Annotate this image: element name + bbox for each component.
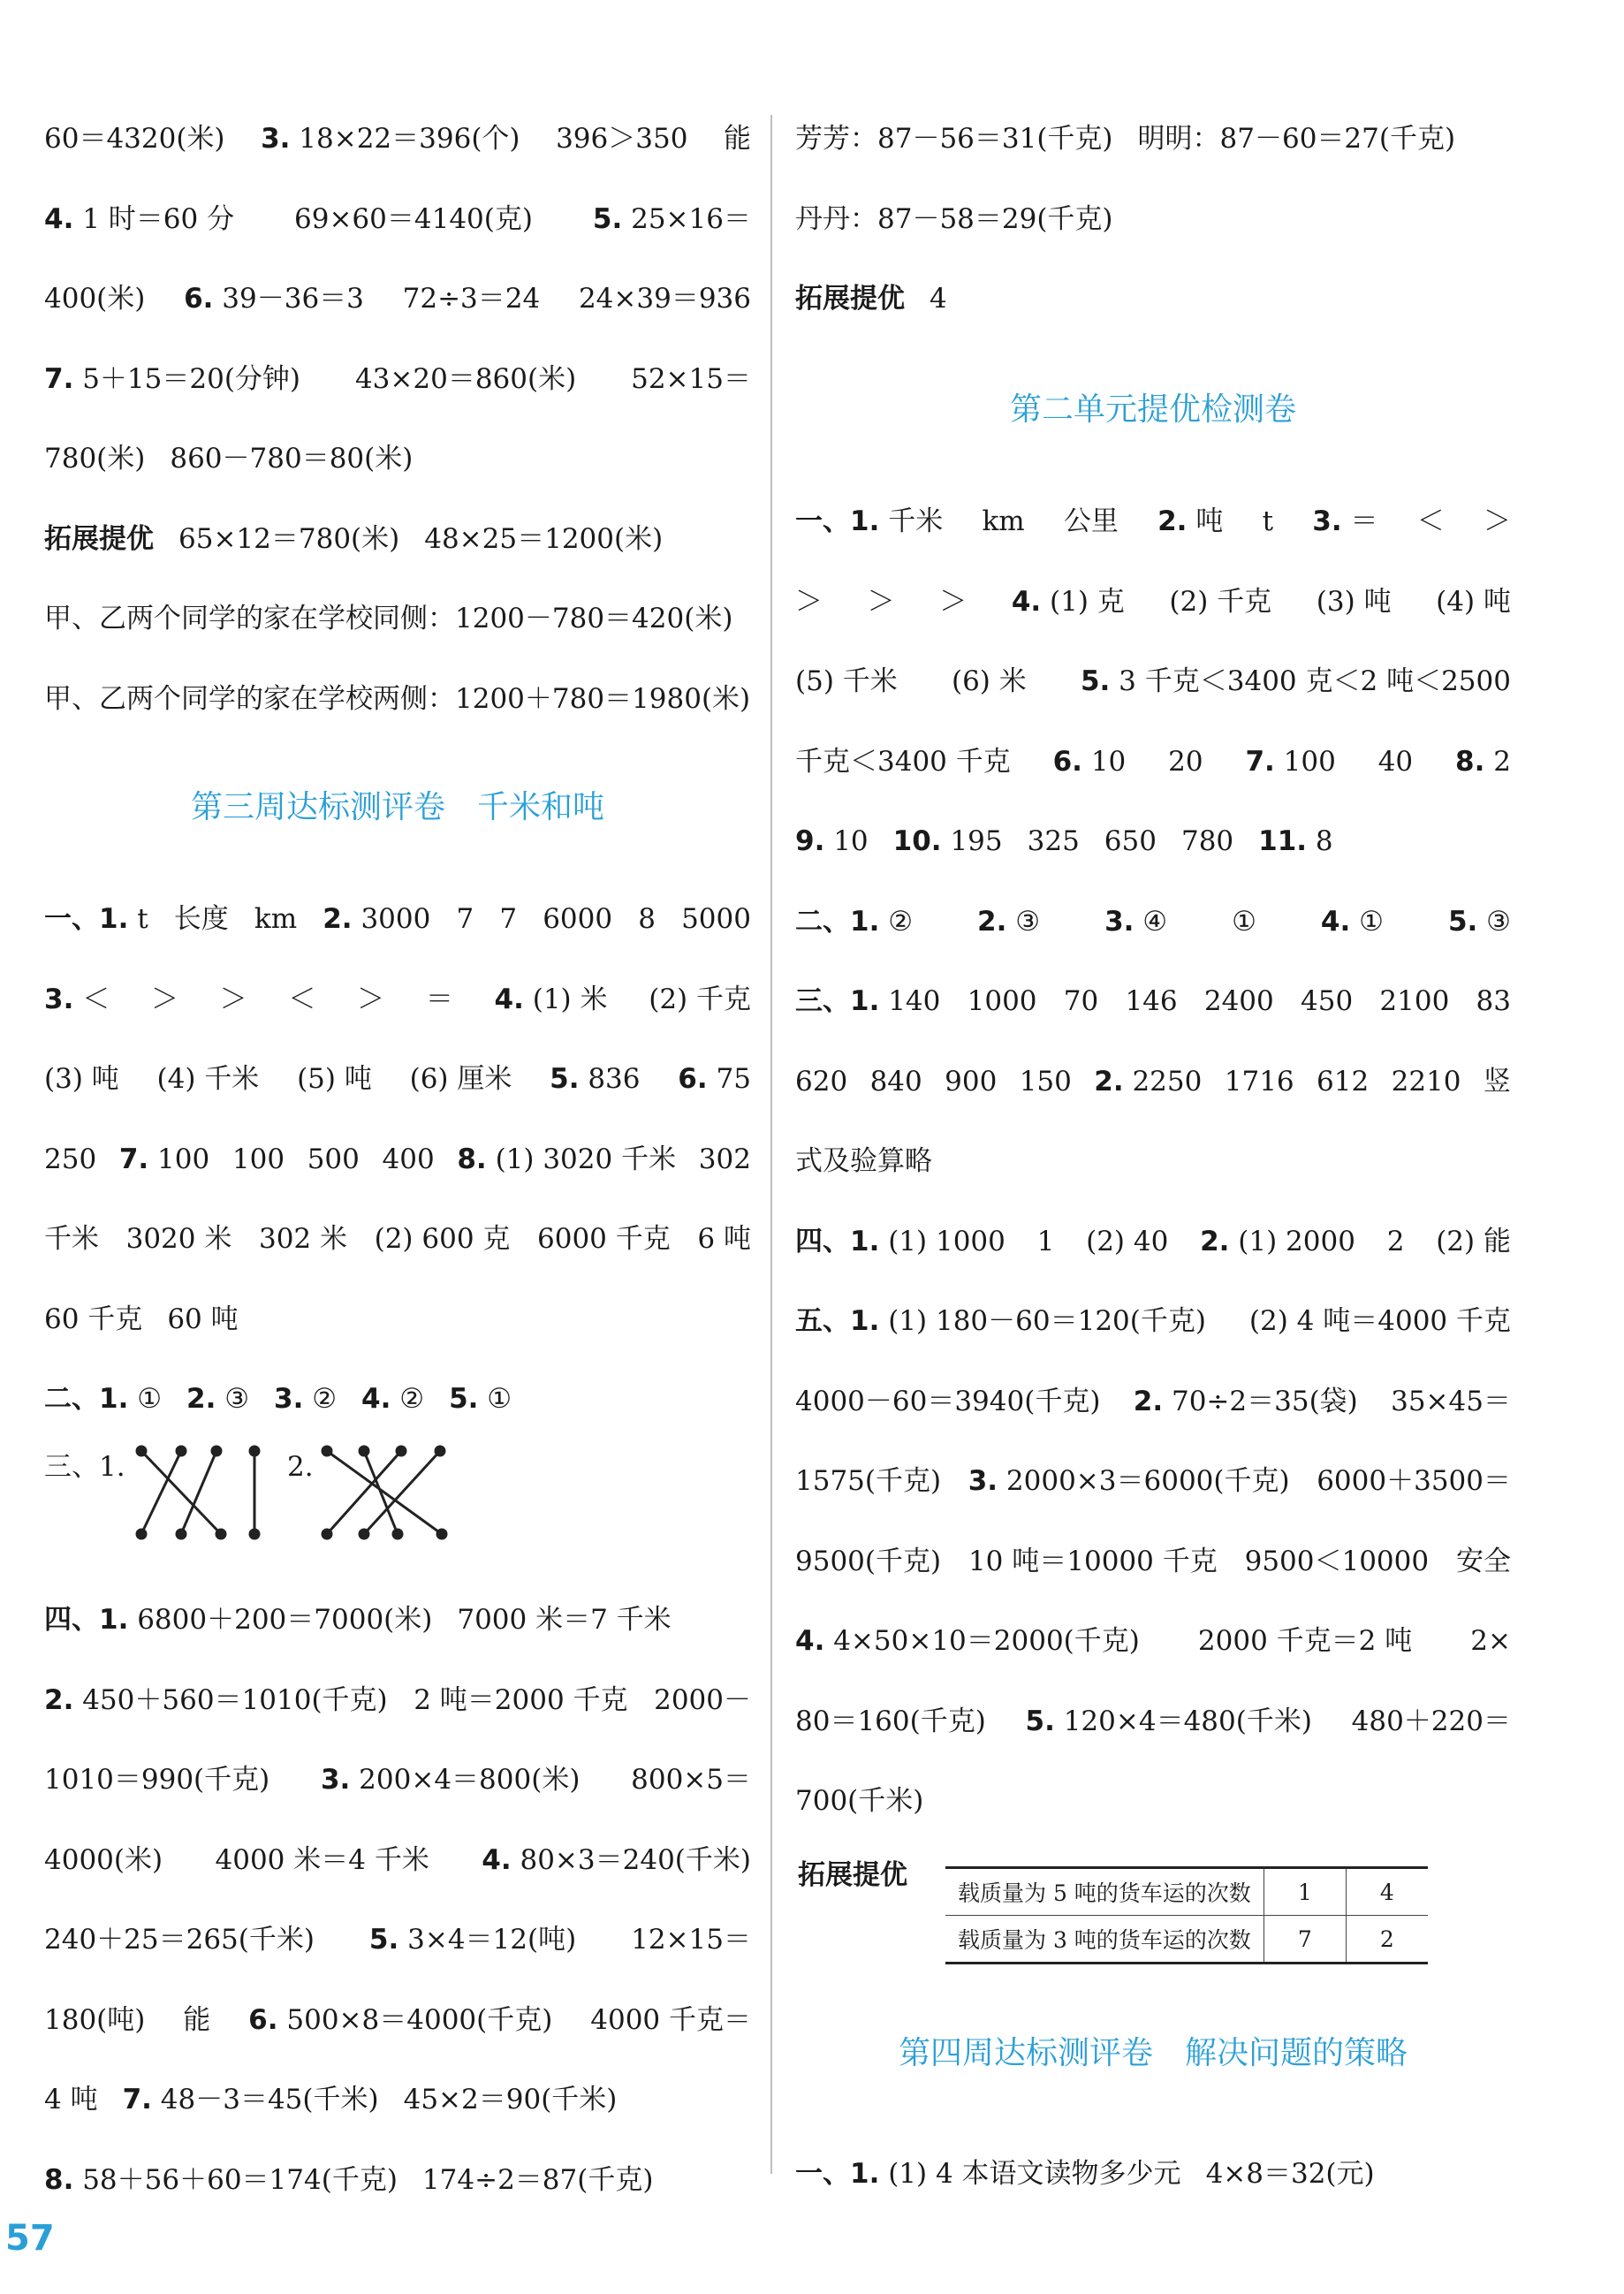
answer-segment: 丹丹：87－58＝29(千克) <box>795 202 1113 235</box>
answer-line <box>795 2156 1375 2191</box>
answer-line <box>44 1602 672 1637</box>
answer-segment: 35×45＝ <box>1391 1385 1511 1417</box>
answer-segment: 2. 450＋560＝1010(千克) <box>44 1683 388 1716</box>
answer-segment: 2000－ <box>654 1683 751 1716</box>
answer-segment: 2 吨＝2000 千克 <box>414 1683 628 1716</box>
answer-line <box>44 2162 653 2198</box>
answer-segment: 8. 58＋56＋60＝174(千克) <box>44 2163 398 2196</box>
answer-segment: 安全 <box>1455 1545 1511 1577</box>
answer-segment: 4000(米) <box>44 1843 163 1876</box>
answer-segment: 甲、乙两个同学的家在学校两侧：1200＋780＝1980(米) <box>44 682 751 715</box>
answer-line <box>44 681 751 717</box>
answer-segment: ＜ <box>288 983 316 1015</box>
answer-segment: 2400 <box>1203 985 1274 1017</box>
answer-segment: 2. ③ <box>186 1383 250 1415</box>
answer-segment: 5. 3 千克＜3400 克＜2 吨＜2500 <box>1080 665 1511 697</box>
table-cell: 1 <box>1264 1868 1346 1916</box>
answer-segment: 900 <box>945 1065 998 1098</box>
answer-segment: 式及验算略 <box>795 1145 932 1177</box>
answer-segment: 396＞350 <box>556 123 688 155</box>
answer-line <box>795 1463 1511 1499</box>
answer-segment: 650 <box>1104 825 1157 857</box>
answer-segment: 60 千克 <box>44 1303 143 1335</box>
answer-line <box>44 521 663 557</box>
answer-segment: ＞ <box>219 983 247 1015</box>
answer-segment: 6000＋3500＝ <box>1317 1465 1511 1497</box>
answer-segment: 4000－60＝3940(千克) <box>795 1385 1101 1417</box>
answer-segment: 4×8＝32(元) <box>1205 2158 1375 2190</box>
answer-segment: 612 <box>1317 1065 1370 1098</box>
answer-segment: 72÷3＝24 <box>402 283 541 315</box>
answer-segment: 860－780＝80(米) <box>170 443 414 475</box>
answer-segment: (4) 千米 <box>156 1063 260 1095</box>
section-title-week3: 第三周达标测评卷 千米和吨 <box>190 789 604 825</box>
answer-segment: 11. 8 <box>1258 825 1333 857</box>
answer-segment: 43×20＝860(米) <box>354 362 577 395</box>
answer-line <box>795 1303 1511 1339</box>
answer-segment: ＝ <box>425 983 453 1015</box>
answer-segment: 5000 <box>681 903 751 935</box>
answer-segment: 800×5＝ <box>631 1764 751 1796</box>
answer-segment: 4. (1) 米 <box>494 983 608 1015</box>
answer-segment: (6) 米 <box>951 665 1027 697</box>
answer-segment: 5. 3×4＝12(吨) <box>368 1924 577 1956</box>
answer-segment: 150 <box>1019 1065 1072 1098</box>
table-cell: 2 <box>1346 1916 1428 1964</box>
answer-line <box>795 1064 1511 1099</box>
answer-segment: 1 <box>1036 1225 1055 1257</box>
answer-segment: 60＝4320(米) <box>44 123 225 155</box>
answer-line <box>44 982 751 1017</box>
answer-segment: 620 <box>795 1065 848 1098</box>
answer-segment: (5) 千米 <box>795 665 898 697</box>
section-title-unit2: 第二单元提优检测卷 <box>1009 391 1296 428</box>
answer-line <box>795 744 1511 779</box>
answer-segment: 70 <box>1063 985 1099 1017</box>
answer-segment: 480＋220＝ <box>1351 1705 1511 1737</box>
answer-segment: 6. 39－36＝3 <box>184 283 364 315</box>
answer-line <box>795 984 1511 1019</box>
answer-segment: 20 <box>1168 745 1203 778</box>
answer-segment: 四、1. 6800＋200＝7000(米) <box>44 1604 433 1636</box>
answer-segment: (2) 千克 <box>649 983 751 1015</box>
answer-segment: ＞ <box>1483 505 1511 537</box>
answer-line <box>44 1381 512 1417</box>
answer-segment: 2. 3000 <box>323 903 431 935</box>
answer-segment: 四、1. (1) 1000 <box>795 1225 1006 1257</box>
answer-line <box>44 1221 751 1257</box>
answer-line <box>795 281 947 316</box>
answer-line <box>795 1143 932 1179</box>
table-cell: 载质量为 5 吨的货车运的次数 <box>945 1868 1264 1916</box>
extension-label: 拓展提优 <box>798 1859 907 1891</box>
answer-segment: 180(吨) <box>44 2003 146 2036</box>
answer-segment: 二、1. ① <box>44 1383 163 1415</box>
answer-segment: 83 <box>1476 985 1511 1017</box>
answer-segment: 780 <box>1180 825 1234 857</box>
answer-segment: 7. 100 <box>118 1143 210 1175</box>
answer-segment: 一、1. t <box>44 903 148 935</box>
answer-segment: 1000 <box>967 985 1037 1017</box>
answer-segment: 9. 10 <box>795 825 869 857</box>
answer-segment: 250 <box>44 1143 97 1175</box>
answer-segment: 2. (1) 2000 <box>1200 1225 1355 1257</box>
answer-line <box>795 121 1455 156</box>
answer-segment: 6. 500×8＝4000(千克) <box>248 2003 553 2036</box>
answer-line <box>795 584 1511 619</box>
answer-line <box>44 121 751 156</box>
answer-segment: 千克＜3400 千克 <box>795 745 1011 778</box>
answer-line <box>44 201 751 237</box>
answer-segment: 公里 <box>1063 505 1119 537</box>
answer-line <box>44 2002 751 2038</box>
answer-segment: 69×60＝4140(克) <box>294 202 533 235</box>
section-title-week4: 第四周达标测评卷 解决问题的策略 <box>898 2035 1408 2071</box>
answer-segment: 4. ① <box>1320 905 1384 938</box>
answer-segment: 700(千米) <box>795 1785 924 1817</box>
answer-segment: 三、1. 140 <box>795 985 941 1017</box>
answer-segment: 500 <box>307 1143 360 1175</box>
matching-diagram <box>124 1440 459 1546</box>
answer-segment: 5. 120×4＝480(千米) <box>1025 1705 1312 1737</box>
answer-segment: 2× <box>1470 1625 1511 1657</box>
answer-line <box>795 664 1511 699</box>
answer-segment: 2. 2250 <box>1094 1065 1203 1098</box>
table-cell: 4 <box>1346 1868 1428 1916</box>
answer-segment: 拓展提优 <box>795 283 905 315</box>
answer-line <box>44 1683 751 1718</box>
answer-line <box>795 1704 1511 1739</box>
answer-segment: 竖 <box>1483 1065 1511 1098</box>
answer-segment: 3. 18×22＝396(个) <box>261 123 520 155</box>
answer-segment: 4 吨 <box>44 2084 98 2115</box>
answer-segment: 100 <box>231 1143 285 1175</box>
answer-segment: 一、1. (1) 4 本语文读物多少元 <box>795 2158 1181 2190</box>
answer-segment: 48×25＝1200(米) <box>424 522 664 555</box>
answer-segment: 7. 5＋15＝20(分钟) <box>44 362 301 395</box>
answer-segment: 3. 200×4＝800(米) <box>320 1764 581 1796</box>
answer-segment: 4. ② <box>361 1383 425 1415</box>
matching-label-1: 三、1. <box>44 1451 125 1483</box>
table-cell: 载质量为 3 吨的货车运的次数 <box>945 1916 1264 1964</box>
answer-line <box>795 1623 1511 1659</box>
answer-segment: (2) 能 <box>1436 1225 1511 1257</box>
answer-segment: 4000 千克＝ <box>590 2003 751 2036</box>
answer-line <box>44 1842 751 1878</box>
answer-line <box>44 1061 751 1097</box>
matching-label-2: 2. <box>287 1451 314 1483</box>
answer-segment: 7 <box>499 903 518 935</box>
answer-segment: (6) 厘米 <box>409 1063 512 1095</box>
answer-segment: 1010＝990(千克) <box>44 1764 270 1796</box>
answer-segment: (5) 吨 <box>297 1063 372 1095</box>
answer-segment: 6. 75 <box>678 1063 751 1095</box>
answer-segment: 4 <box>930 283 947 315</box>
answer-segment: ＞ <box>357 983 385 1015</box>
answer-segment: 6000 千克 <box>537 1223 671 1255</box>
answer-segment: 3. ② <box>274 1383 338 1415</box>
answer-segment: 4. (1) 克 <box>1011 585 1125 618</box>
answer-segment: 1716 <box>1224 1065 1294 1098</box>
answer-segment: 174÷2＝87(千克) <box>421 2163 654 2196</box>
answer-segment: 325 <box>1027 825 1080 857</box>
answer-segment: 6. 10 <box>1052 745 1127 778</box>
answer-segment: 10 吨＝10000 千克 <box>968 1545 1218 1577</box>
answer-segment: t <box>1262 505 1274 537</box>
answer-segment: 9500＜10000 <box>1244 1545 1430 1577</box>
answer-segment: 7. 48－3＝45(千米) <box>122 2084 379 2115</box>
answer-segment: 302 <box>698 1143 751 1175</box>
answer-segment: 5. 836 <box>550 1063 641 1095</box>
answer-segment: 能 <box>723 123 751 155</box>
answer-segment: 2. 吨 <box>1157 505 1224 537</box>
answer-segment: 52×15＝ <box>631 362 751 395</box>
answer-segment: 5. 25×16＝ <box>592 202 751 235</box>
answer-segment: 五、1. (1) 180－60＝120(千克) <box>795 1305 1206 1337</box>
answer-segment: km <box>982 505 1025 537</box>
answer-segment: 7 <box>456 903 474 935</box>
answer-segment: 12×15＝ <box>631 1924 751 1956</box>
answer-segment: ＞ <box>939 585 968 618</box>
answer-segment: 5. ③ <box>1447 905 1511 938</box>
answer-line <box>44 361 751 397</box>
answer-line <box>44 281 751 316</box>
answer-line <box>795 824 1333 859</box>
answer-segment: 7000 米＝7 千米 <box>457 1604 672 1636</box>
answer-segment: 9500(千克) <box>795 1545 942 1577</box>
answer-segment: 80＝160(千克) <box>795 1705 986 1737</box>
answer-line <box>44 2082 617 2117</box>
answer-segment: 60 吨 <box>167 1303 239 1335</box>
answer-segment: 4. 1 时＝60 分 <box>44 202 235 235</box>
answer-segment: 7. 100 <box>1245 745 1336 778</box>
answer-segment: ＞ <box>867 585 895 618</box>
answer-segment: 明明：87－60＝27(千克) <box>1137 123 1456 155</box>
answer-segment: 3. ＝ <box>1312 505 1378 537</box>
answer-line <box>795 1384 1511 1419</box>
answer-segment: 拓展提优 <box>44 522 154 555</box>
answer-segment: 3. 2000×3＝6000(千克) <box>968 1465 1290 1497</box>
table-row <box>945 1916 1428 1964</box>
answer-segment: 8. 2 <box>1455 745 1511 778</box>
answer-segment: 一、1. 千米 <box>795 505 944 537</box>
answer-segment: 8. (1) 3020 千米 <box>457 1143 677 1175</box>
answer-line <box>795 504 1511 539</box>
answer-line <box>44 1142 751 1177</box>
answer-line <box>44 1762 751 1797</box>
answer-segment: 4000 米＝4 千米 <box>215 1843 429 1876</box>
answer-segment: ＜ <box>1416 505 1445 537</box>
answer-line <box>44 1302 239 1337</box>
answer-segment: 10. 195 <box>892 825 1003 857</box>
table-cell: 7 <box>1264 1916 1346 1964</box>
answer-segment: 45×2＝90(千米) <box>403 2084 618 2115</box>
answer-segment: 甲、乙两个同学的家在学校同侧：1200－780＝420(米) <box>44 603 733 634</box>
answer-line <box>44 1922 751 1957</box>
answer-segment: km <box>254 903 298 935</box>
answer-segment: 146 <box>1125 985 1178 1017</box>
page-number: 57 <box>5 2218 55 2259</box>
answer-segment: 2210 <box>1391 1065 1461 1098</box>
answer-segment: (2) 4 吨＝4000 千克 <box>1248 1305 1511 1337</box>
answer-segment: 400(米) <box>44 283 146 315</box>
answer-segment: 4. 4×50×10＝2000(千克) <box>795 1625 1140 1657</box>
answer-segment: 65×12＝780(米) <box>178 522 400 555</box>
answer-segment: 长度 <box>173 903 229 935</box>
answer-segment: (4) 吨 <box>1436 585 1511 618</box>
answer-segment: 3020 米 <box>125 1223 232 1255</box>
answer-segment: 芳芳：87－56＝31(千克) <box>795 123 1113 155</box>
answer-segment: 780(米) <box>44 443 146 475</box>
answer-segment: 4. 80×3＝240(千米) <box>482 1843 751 1876</box>
answer-segment: 能 <box>183 2003 211 2036</box>
answer-segment: ① <box>1232 905 1256 938</box>
answer-segment: 1575(千克) <box>795 1465 942 1497</box>
answer-segment: 5. ① <box>449 1383 512 1415</box>
answer-segment: 6000 <box>543 903 613 935</box>
answer-segment: 302 米 <box>258 1223 347 1255</box>
answer-segment: 6 吨 <box>697 1223 751 1255</box>
answer-segment: 千米 <box>44 1223 99 1255</box>
answer-segment: 2 <box>1386 1225 1405 1257</box>
answer-segment: 8 <box>638 903 656 935</box>
answer-segment: (3) 吨 <box>44 1063 119 1095</box>
answer-segment: (2) 40 <box>1086 1225 1169 1257</box>
column-divider <box>770 115 772 2174</box>
answer-segment: 2100 <box>1379 985 1450 1017</box>
answer-line <box>44 601 751 636</box>
answer-segment: 24×39＝936 <box>578 283 751 315</box>
answer-line <box>44 901 751 937</box>
answer-segment: 2000 千克＝2 吨 <box>1197 1625 1413 1657</box>
answer-line <box>795 1544 1511 1579</box>
answer-segment: 2. ③ <box>977 905 1041 938</box>
answer-line <box>795 201 1113 237</box>
answer-segment: 400 <box>382 1143 435 1175</box>
answer-segment: (2) 600 克 <box>374 1223 511 1255</box>
answer-segment: 2. 70÷2＝35(袋) <box>1133 1385 1358 1417</box>
truck-table <box>945 1866 1428 1964</box>
answer-segment: 40 <box>1377 745 1414 778</box>
answer-line <box>795 1783 923 1819</box>
answer-line <box>795 1224 1511 1259</box>
answer-line <box>44 441 413 476</box>
answer-segment: 450 <box>1301 985 1354 1017</box>
answer-segment: 二、1. ② <box>795 905 914 938</box>
answer-line <box>795 904 1511 939</box>
answer-segment: 3. ④ <box>1104 905 1168 938</box>
answer-segment: ＞ <box>150 983 178 1015</box>
answer-segment: 3. ＜ <box>44 983 110 1015</box>
answer-segment: (2) 千克 <box>1169 585 1272 618</box>
table-row <box>945 1868 1428 1916</box>
answer-segment: 840 <box>869 1065 922 1098</box>
answer-segment: ＞ <box>795 585 823 618</box>
answer-segment: 240＋25＝265(千米) <box>44 1924 315 1956</box>
answer-segment: (3) 吨 <box>1316 585 1392 618</box>
